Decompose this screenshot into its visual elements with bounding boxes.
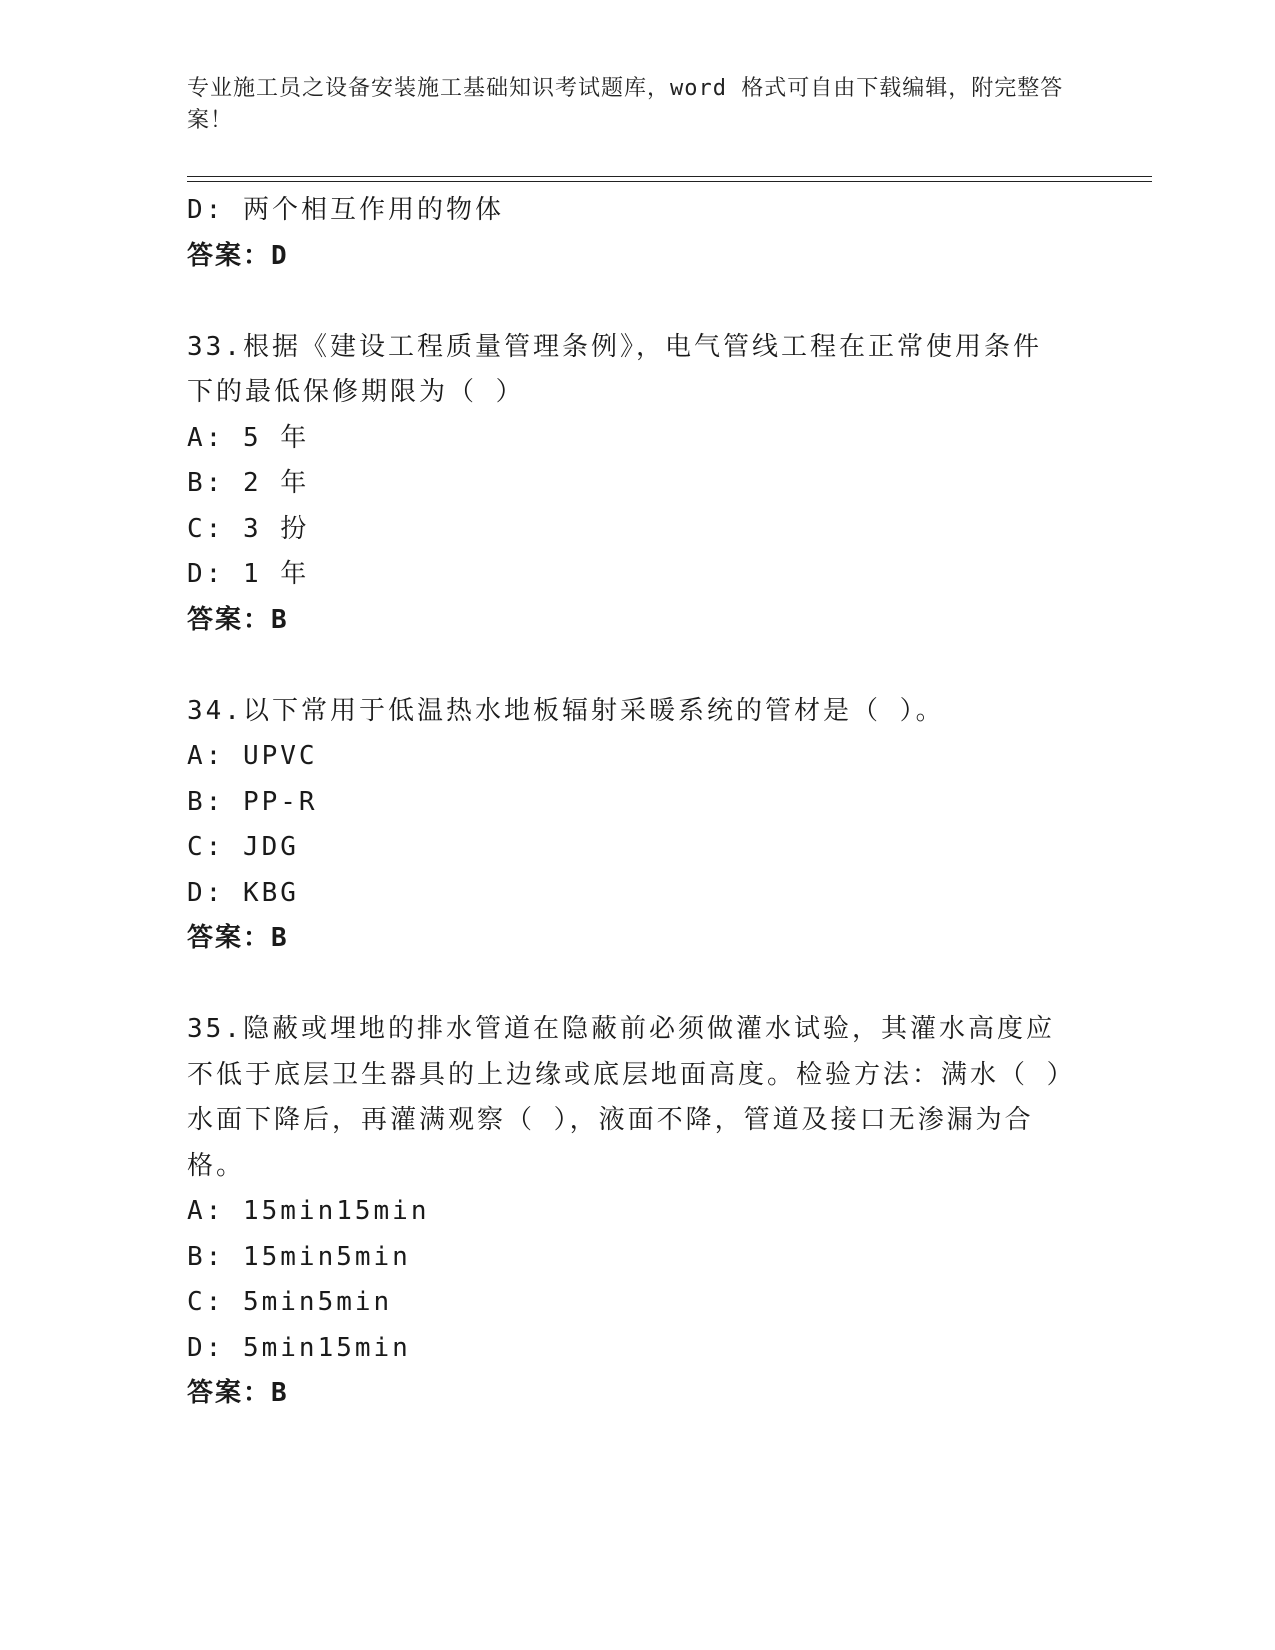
header-divider-bottom: [187, 181, 1152, 182]
option-b: B: 2 年: [187, 468, 310, 498]
answer: 答案：B: [187, 1378, 289, 1408]
option-d: D: 5min15min: [187, 1332, 411, 1363]
option-b: B: PP-R: [187, 786, 318, 817]
page-header: 专业施工员之设备安装施工基础知识考试题库，word 格式可自由下载编辑，附完整答案！: [187, 76, 1064, 133]
answer: 答案：B: [187, 604, 289, 635]
question-35: [187, 1007, 1087, 1417]
option-d: D: 1 年: [187, 559, 310, 589]
option-d: D: KBG: [187, 877, 299, 908]
question-33: [187, 325, 1087, 644]
option-a: A: 5 年: [187, 422, 310, 453]
spacer: [187, 962, 1087, 1008]
spacer: [187, 279, 1087, 325]
question-stem: 35.隐蔽或埋地的排水管道在隐蔽前必须做灌水试验，其灌水高度应不低于底层卫生器具的上边缘或底层地面高度。检验方法：满水（ ）水面下降后，再灌满观察（ ），液面不降，管道及接口无渗漏为合格。: [187, 1014, 1063, 1181]
question-34: [187, 689, 1087, 962]
question-stem: 33.根据《建设工程质量管理条例》，电气管线工程在正常使用条件下的最低保修期限为（ ）: [187, 331, 1042, 407]
option-c: C: JDG: [187, 832, 299, 862]
option-b: B: 15min5min: [187, 1241, 411, 1272]
header-divider-top: [187, 176, 1152, 177]
answer: 答案：B: [187, 923, 289, 953]
question-stem: 34.以下常用于低温热水地板辐射采暖系统的管材是（ ）。: [187, 695, 945, 726]
option-c: C: 3 扮: [187, 513, 310, 544]
option-c: C: 5min5min: [187, 1287, 393, 1317]
question-content: [187, 188, 1087, 1417]
carry-over-option-d: D: 两个相互作用的物体: [187, 195, 504, 225]
spacer: [187, 643, 1087, 689]
option-a: A: UPVC: [187, 741, 318, 771]
option-a: A: 15min15min: [187, 1196, 430, 1226]
carry-over-answer: 答案：D: [187, 240, 289, 271]
